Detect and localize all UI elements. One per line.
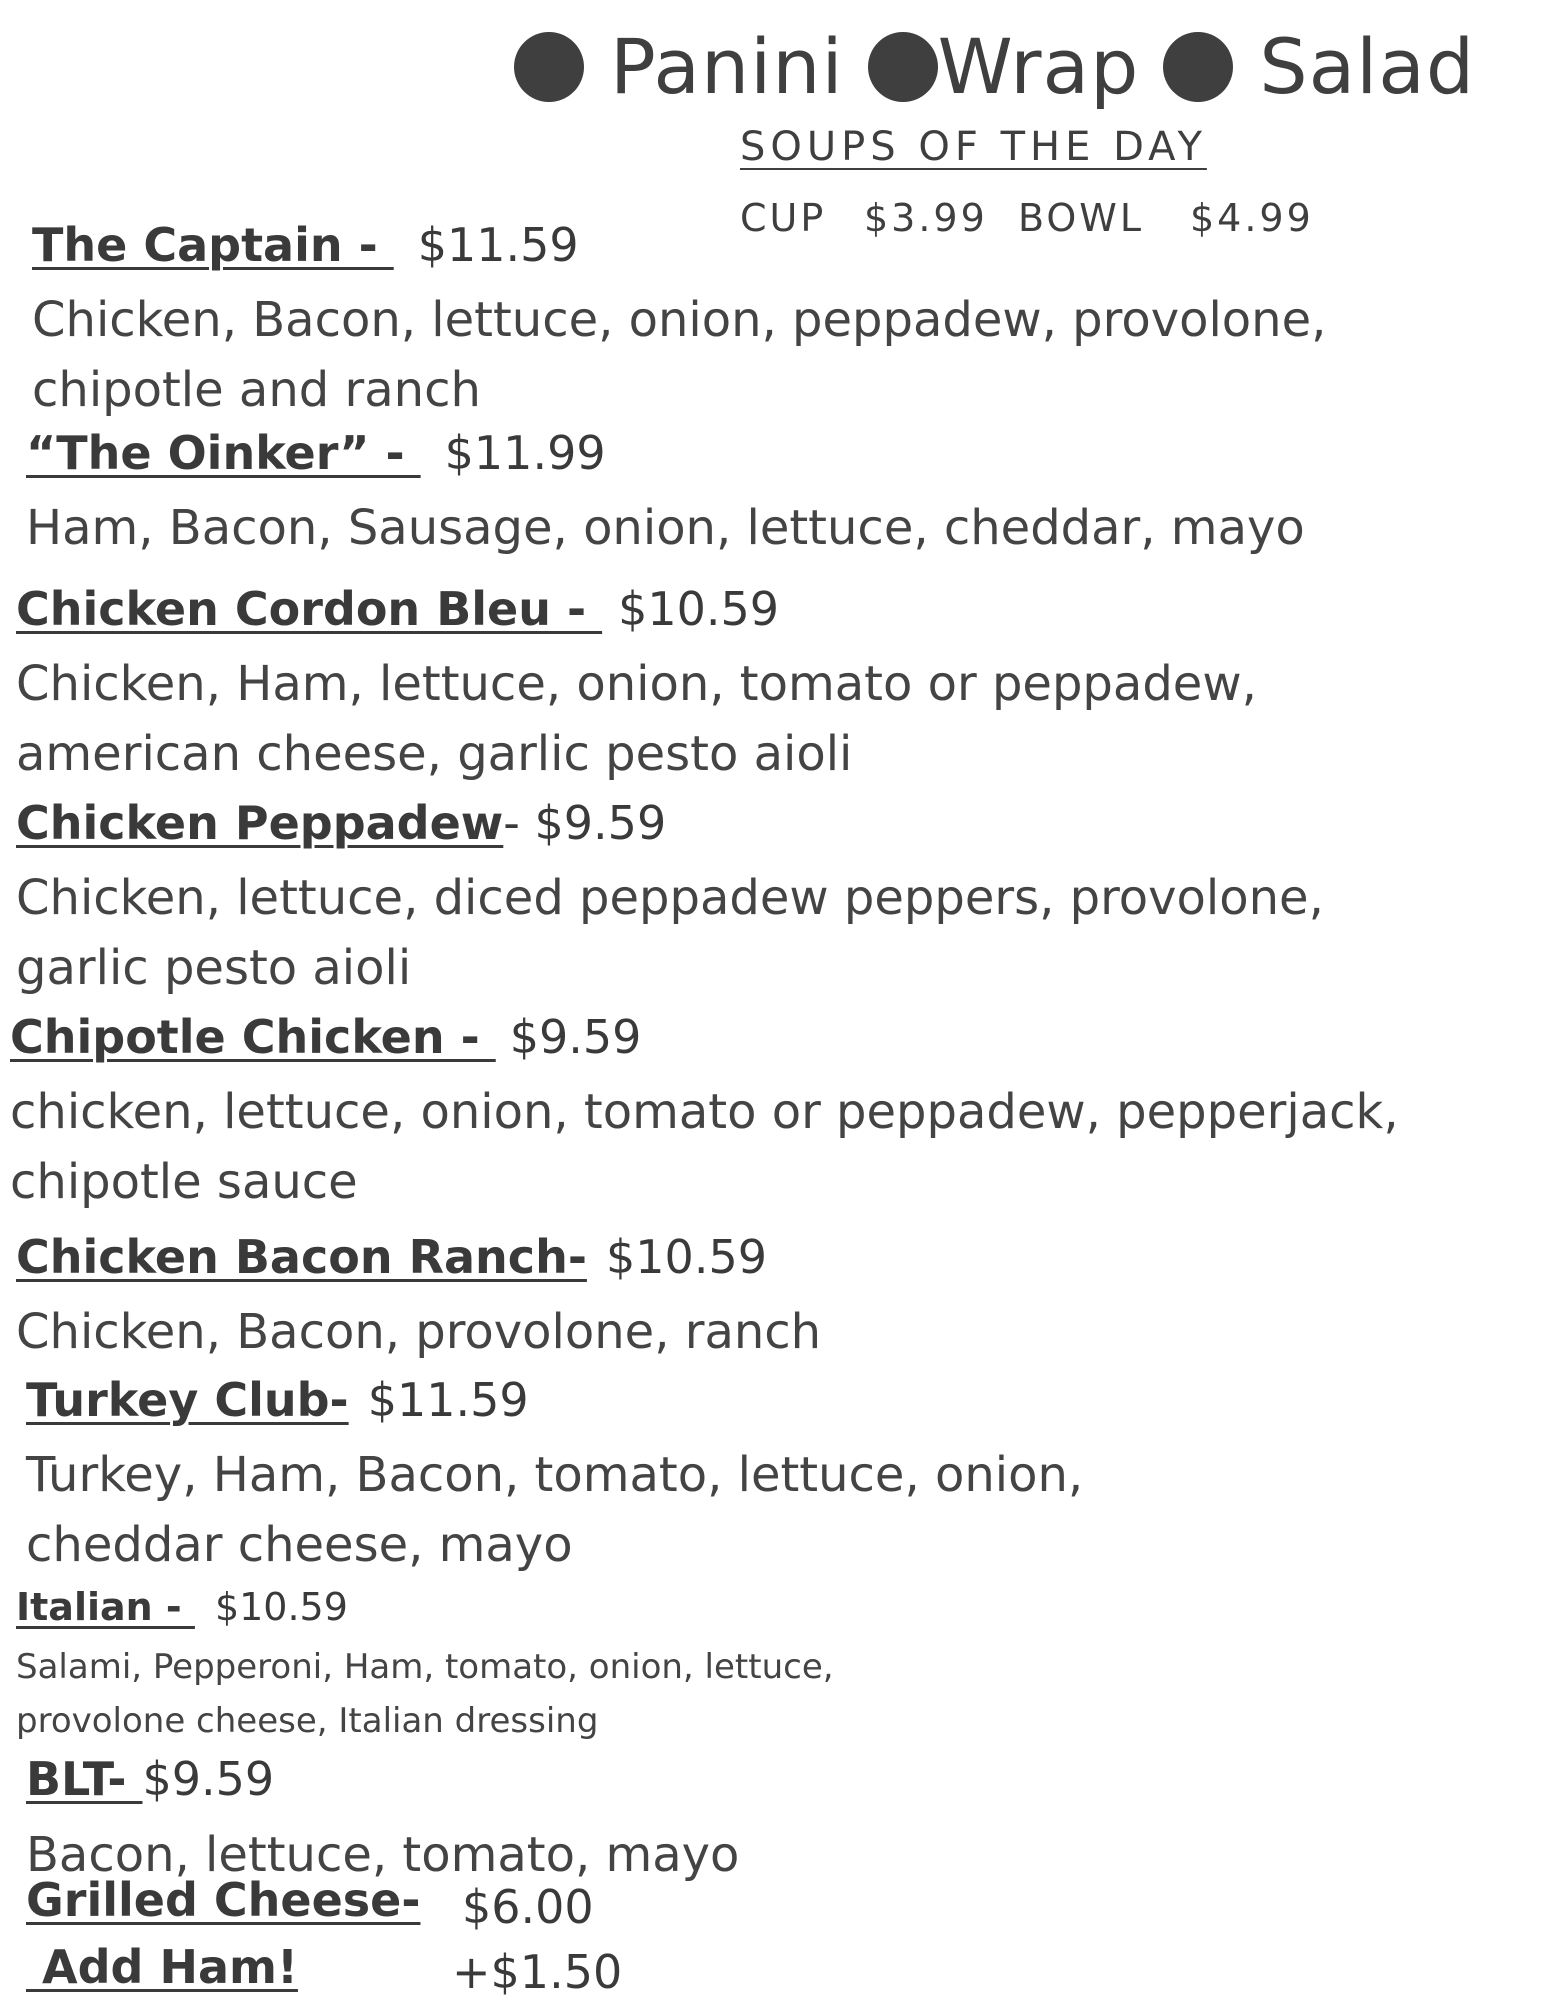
bowl-price: $4.99 <box>1190 196 1314 240</box>
item-name: Chicken Peppadew <box>16 796 504 850</box>
bullet-icon <box>1163 32 1233 102</box>
item-price: $11.59 <box>417 218 579 272</box>
soups-title: SOUPS OF THE DAY <box>740 124 1207 170</box>
bowl-label: BOWL <box>1018 196 1145 240</box>
item-price: $6.00 <box>462 1880 594 1934</box>
bullet-icon <box>514 32 584 102</box>
addon-name: Add Ham! <box>26 1940 298 1994</box>
item-name: Chicken Bacon Ranch- <box>16 1230 587 1284</box>
item-description-wrap <box>16 1694 598 1748</box>
item-description: Ham, Bacon, Sausage, onion, lettuce, cheddar, mayo <box>26 500 1305 556</box>
cup-label: CUP <box>740 196 827 240</box>
item-price: $11.99 <box>444 426 606 480</box>
item-name: “The Oinker” - <box>26 426 421 480</box>
item-name: Chicken Cordon Bleu - <box>16 582 603 636</box>
menu-item-title <box>32 218 579 272</box>
menu-item-title <box>16 1585 348 1629</box>
item-name: Italian - <box>16 1585 195 1629</box>
item-name: Grilled Cheese- <box>26 1873 421 1927</box>
header-item-wrap: Wrap <box>937 22 1140 111</box>
soups-prices <box>740 196 1320 246</box>
item-price: $9.59 <box>142 1752 275 1806</box>
item-price: $10.59 <box>214 1585 348 1629</box>
item-description: chipotle and ranch <box>32 362 481 418</box>
item-name: Turkey Club- <box>26 1373 349 1427</box>
item-price: $9.59 <box>509 1010 642 1064</box>
menu-item-title <box>16 1230 767 1284</box>
menu-item-title <box>10 1010 641 1064</box>
item-description: Chicken, Bacon, provolone, ranch <box>16 1304 822 1360</box>
cup-price: $3.99 <box>864 196 988 240</box>
item-description: chicken, lettuce, onion, tomato or peppadew, pepperjack, <box>10 1084 1399 1140</box>
item-price: - $9.59 <box>503 796 667 850</box>
menu-item-title <box>16 582 779 636</box>
menu-item-title <box>26 426 606 480</box>
item-price: $11.59 <box>367 1373 529 1427</box>
item-description: chipotle sauce <box>10 1154 358 1210</box>
item-name: The Captain - <box>32 218 394 272</box>
item-price: $10.59 <box>618 582 780 636</box>
item-description: Chicken, lettuce, diced peppadew peppers, provolone, <box>16 870 1324 926</box>
item-description: Turkey, Ham, Bacon, tomato, lettuce, onion, <box>26 1447 1084 1503</box>
menu-item-title <box>26 1752 274 1806</box>
addon-price: +$1.50 <box>452 1945 623 1999</box>
header-item-panini: Panini <box>610 22 844 111</box>
item-description: Chicken, Bacon, lettuce, onion, peppadew, provolone, <box>32 292 1327 348</box>
menu-header <box>514 12 1475 122</box>
item-description: Chicken, Ham, lettuce, onion, tomato or peppadew, <box>16 656 1257 712</box>
item-description: Salami, Pepperoni, Ham, tomato, onion, lettuce, <box>16 1647 834 1687</box>
item-description: american cheese, garlic pesto aioli <box>16 726 853 782</box>
header-item-salad: Salad <box>1259 22 1476 111</box>
menu-item-title <box>16 796 666 850</box>
item-description: Bacon, lettuce, tomato, mayo <box>26 1827 740 1883</box>
item-description-wrap <box>16 1640 834 1694</box>
bullet-icon <box>868 32 938 102</box>
item-name: BLT- <box>26 1752 143 1806</box>
item-price: $10.59 <box>606 1230 767 1284</box>
menu-item-title <box>26 1373 529 1427</box>
item-name: Chipotle Chicken - <box>10 1010 496 1064</box>
menu-addon-title <box>26 1940 298 1994</box>
item-description: garlic pesto aioli <box>16 940 412 996</box>
menu-item-title <box>26 1873 420 1927</box>
item-description: cheddar cheese, mayo <box>26 1517 573 1573</box>
item-description: provolone cheese, Italian dressing <box>16 1701 599 1741</box>
